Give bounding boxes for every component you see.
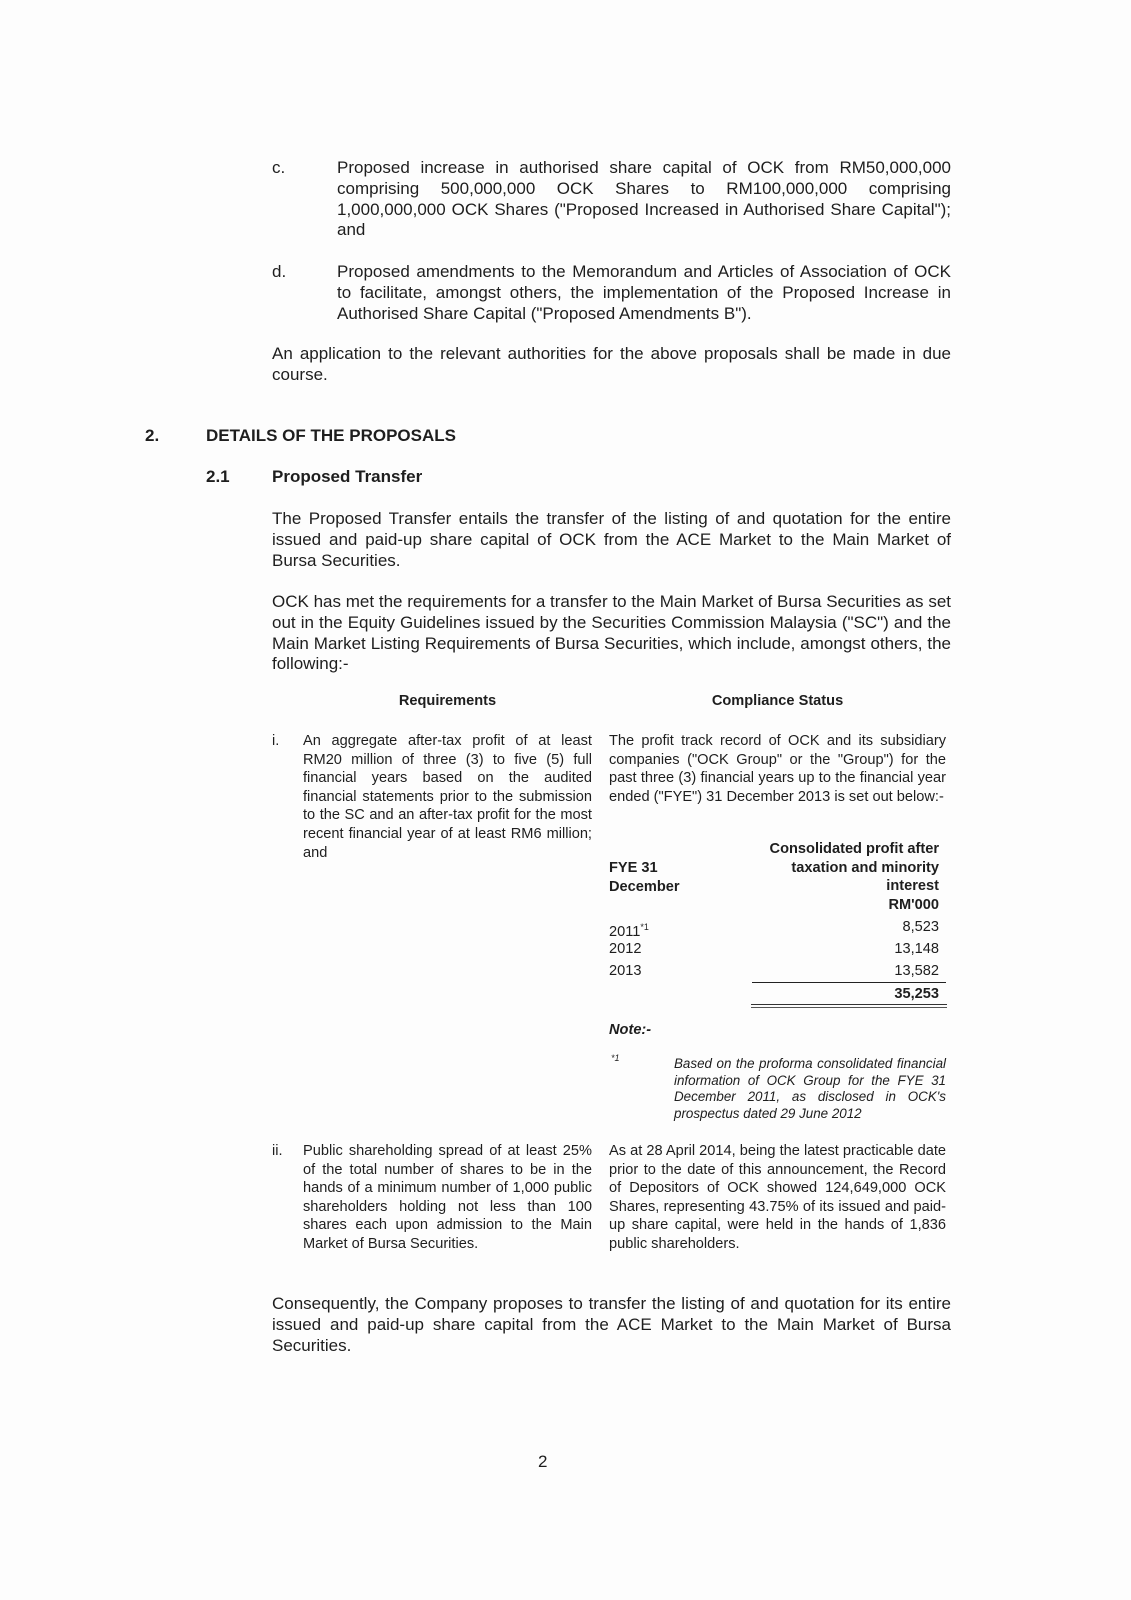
row-marker: ii. [272,1143,283,1159]
table-row-value: 8,523 [902,919,939,935]
conclusion-paragraph: Consequently, the Company proposes to transfer the listing of and quotation for its entire issued and paid-up share capital from the ACE Market to the Main Market of Bursa Securities. [272,1294,951,1355]
table-row-value: 13,148 [894,941,939,957]
paragraph-2: OCK has met the requirements for a transfer to the Main Market of Bursa Securities as set out in the Equity Guidelines issued by the Securities Commission Malaysia ("SC") and the Main Market Listing Requirements of Bursa Securities, which include, amongst others, the following:- [272,592,951,674]
table-row-value: 13,582 [894,963,939,979]
footnote-ref: *1 [640,922,649,932]
row-marker: i. [272,733,280,749]
subsection-number: 2.1 [206,467,230,486]
requirements-header: Requirements [398,693,497,709]
fye-header-line: FYE 31 [609,860,658,876]
section-title: DETAILS OF THE PROPOSALS [206,426,456,445]
note-text: Based on the proforma consolidated financial information of OCK Group for the FYE 31 December 2011, as disclosed in OCK's prospectus dated 29 June 2012 [674,1056,946,1121]
table-total: 35,253 [894,986,939,1002]
profit-header [700,840,939,914]
subsection-title: Proposed Transfer [272,467,423,486]
table-row-year: 2012 [609,941,642,957]
section-number: 2. [145,426,160,445]
year: 2011 [609,923,641,940]
total-double-rule [751,1004,947,1008]
table-row-year: 2013 [609,963,642,979]
page-number: 2 [538,1452,548,1471]
item-d-text: Proposed amendments to the Memorandum and Articles of Association of OCK to facilitate, amongst others, the implementation of the Proposed Increase in Authorised Share Capital ("Proposed Amendments B"). [337,262,951,323]
application-paragraph: An application to the relevant authorities for the above proposals shall be made in due course. [272,344,951,384]
compliance-text: As at 28 April 2014, being the latest practicable date prior to the date of this announcement, the Record of Depositors of OCK showed 124,649,000 OCK Shares, representing 43.75% of its issued and paid-up share capital, were held in the hands of 1,836 public shareholders. [609,1143,946,1252]
profit-header-line: taxation and minority [791,859,939,876]
fye-header [609,859,680,896]
note-label: Note:- [609,1022,652,1038]
item-marker-c: c. [272,158,286,177]
compliance-header: Compliance Status [711,693,844,709]
compliance-text: The profit track record of OCK and its subsidiary companies ("OCK Group" or the "Group") for the past three (3) financial years up to the financial year ended ("FYE") 31 December 2013 is set out below:- [609,733,946,805]
note-marker: *1 [611,1053,620,1063]
paragraph-1: The Proposed Transfer entails the transfer of the listing of and quotation for the entire issued and paid-up share capital of OCK from the ACE Market to the Main Market of Bursa Securities. [272,509,951,570]
item-marker-d: d. [272,262,287,281]
fye-header-line: December [609,878,680,895]
profit-header-line: RM'000 [888,896,939,913]
requirement-text: An aggregate after-tax profit of at least RM20 million of three (3) to five (5) full financial years based on the audited financial statements prior to the submission to the SC and an after-tax profit for the most recent financial year of at least RM6 million; and [303,733,592,861]
profit-header-line: Consolidated profit after [769,841,939,857]
table-row-year [609,918,649,941]
subtotal-rule [752,982,946,983]
profit-header-line: interest [886,878,939,895]
requirement-text: Public shareholding spread of at least 25% of the total number of shares to be in the hands of a minimum number of 1,000 public shareholders holding not less than 100 shares each upon admission to the Main Market of Bursa Securities. [303,1143,592,1252]
item-c-text: Proposed increase in authorised share capital of OCK from RM50,000,000 comprising 500,000,000 OCK Shares to RM100,000,000 comprising 1,000,000,000 OCK Shares ("Proposed Increased in Authorised Share Capital"); and [337,158,951,240]
